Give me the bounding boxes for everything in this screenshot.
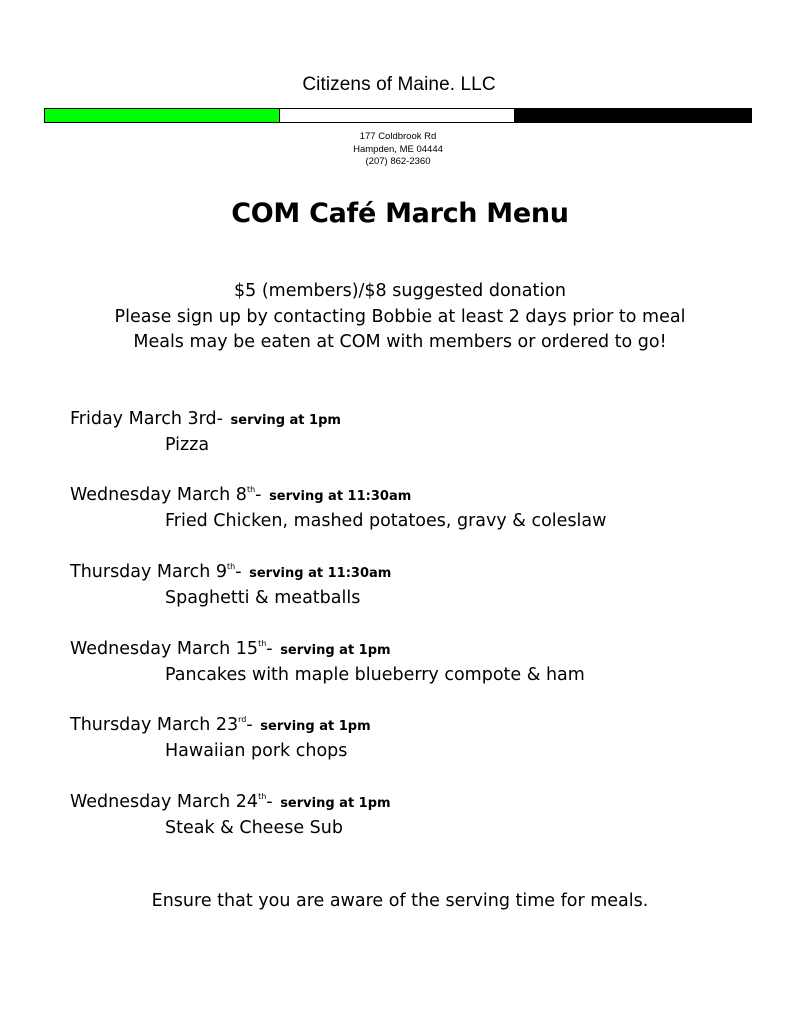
color-stripe-bar: [44, 108, 752, 123]
entry-dish: Pizza: [165, 435, 210, 455]
menu-title: COM Café March Menu: [231, 198, 569, 229]
date-suffix: th: [226, 562, 236, 571]
date-separator: -: [266, 639, 273, 659]
serving-time: serving at 1pm: [280, 796, 391, 811]
green-stripe: [45, 109, 280, 122]
menu-entry: [70, 790, 770, 841]
entry-date: Thursday March 9: [70, 562, 227, 582]
date-suffix: rd: [238, 715, 247, 724]
address-block: [0, 131, 796, 169]
white-stripe: [280, 109, 515, 122]
entry-dish: Hawaiian pork chops: [165, 741, 348, 761]
menu-entry: [70, 713, 770, 764]
date-separator: -: [235, 562, 242, 582]
serving-time: serving at 11:30am: [249, 566, 392, 581]
menu-entry: [70, 407, 770, 458]
date-separator: -: [255, 485, 262, 505]
address-city: Hampden, ME 04444: [353, 143, 443, 155]
serving-time: serving at 1pm: [230, 413, 341, 428]
entry-date: Wednesday March 15: [70, 639, 259, 659]
entry-dish: Pancakes with maple blueberry compote & ham: [165, 665, 585, 685]
entry-dish: Spaghetti & meatballs: [165, 588, 361, 608]
address-street: 177 Coldbrook Rd: [359, 131, 437, 142]
date-separator: -: [246, 715, 253, 735]
address-phone: (207) 862-2360: [365, 156, 431, 167]
signup-line: Please sign up by contacting Bobbie at least 2 days prior to meal: [114, 306, 686, 327]
menu-entry: [70, 637, 770, 688]
date-separator: -: [266, 792, 273, 812]
meal-option-line: Meals may be eaten at COM with members or ordered to go!: [133, 332, 667, 352]
entry-dish: Fried Chicken, mashed potatoes, gravy & coleslaw: [165, 511, 607, 531]
organization-name: Citizens of Maine. LLC: [302, 74, 496, 95]
menu-entry: [70, 483, 770, 534]
date-suffix: th: [258, 792, 267, 801]
donation-info: [0, 279, 800, 356]
serving-time-note: Ensure that you are aware of the serving time for meals.: [151, 891, 649, 911]
black-stripe: [515, 109, 751, 122]
menu-entry: [70, 560, 770, 611]
serving-time: serving at 11:30am: [269, 489, 412, 504]
entry-date: Wednesday March 8: [70, 485, 247, 505]
serving-time: serving at 1pm: [280, 643, 391, 658]
serving-time: serving at 1pm: [260, 719, 371, 734]
entry-dish: Steak & Cheese Sub: [165, 818, 343, 838]
date-suffix: th: [258, 639, 267, 648]
date-separator: -: [216, 409, 223, 429]
date-suffix: th: [246, 485, 256, 494]
entry-date: Wednesday March 24: [70, 792, 259, 812]
entry-date: Friday March 3rd: [70, 409, 217, 429]
donation-line: $5 (members)/$8 suggested donation: [233, 281, 567, 301]
entry-date: Thursday March 23: [70, 715, 239, 735]
